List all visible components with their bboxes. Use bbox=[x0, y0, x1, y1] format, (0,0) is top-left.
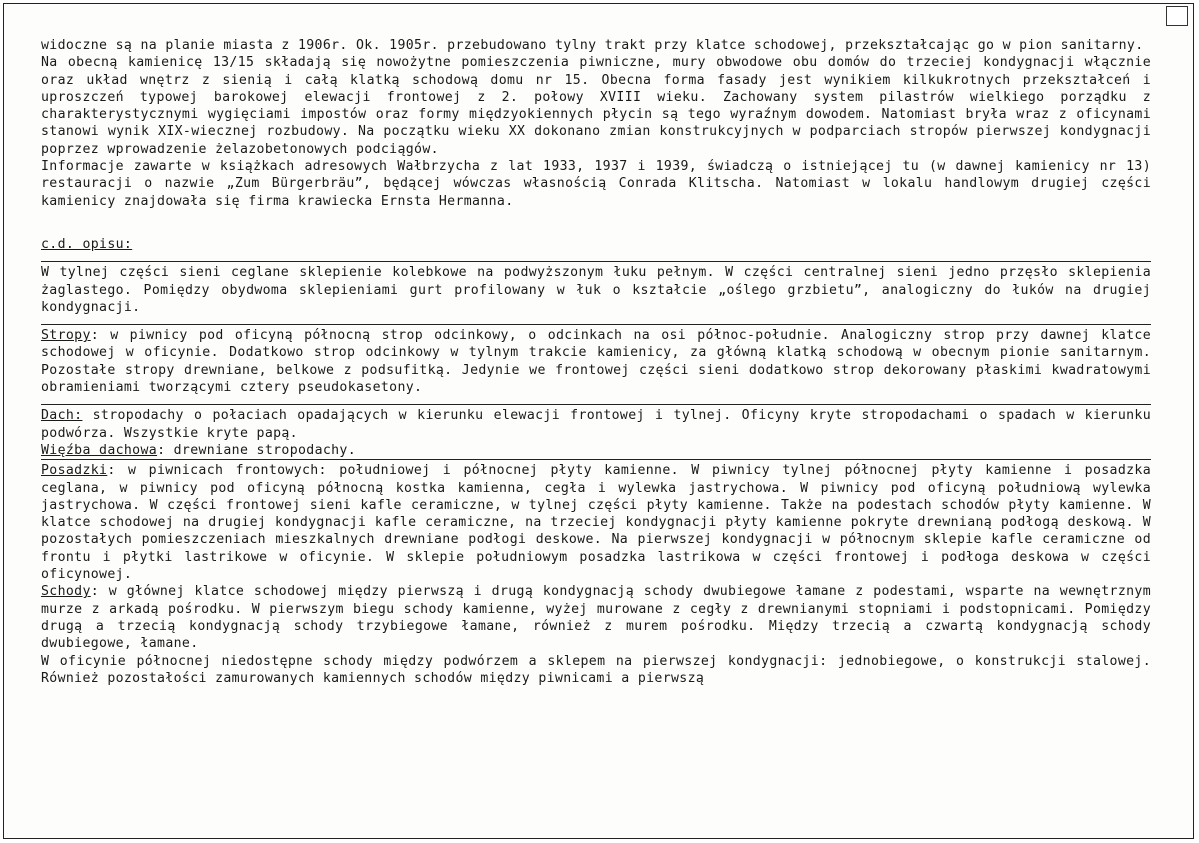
paragraph-closing: W oficynie północnej niedostępne schody między podwórzem a sklepem na pierwszej kondygnacji: jednobiegowe, o konstrukcji stalowej. Również pozostałości zamurowanych kamiennych schodów między piwnicami a pierwszą bbox=[41, 653, 1151, 686]
entry-term-schody: Schody bbox=[41, 584, 91, 600]
paragraph-vault: W tylnej części sieni ceglane sklepienie kolebkowe na podwyższonym łuku pełnym. W części centralnej sieni jedno przęsło sklepienia żaglastego. Pomiędzy obydwoma sklepieniami gurt profilowany w łuk o kształcie „oślego grzbietu”, analogiczny do łuków na drugiej kondygnacji. bbox=[41, 261, 1151, 316]
page-number-box bbox=[1166, 6, 1188, 26]
entry-posadzki bbox=[41, 459, 1151, 583]
entry-term-stropy: Stropy bbox=[41, 328, 91, 344]
paragraph-intro-3: Informacje zawarte w książkach adresowych Wałbrzycha z lat 1933, 1937 i 1939, świadczą o istniejącej tu (w dawnej kamienicy nr 13) restauracji o nazwie „Zum Bürgerbräu”, będącej wówczas własnością Conrada Klitscha. Natomiast w lokalu handlowym drugiej części kamienicy znajdowała się firma krawiecka Ernsta Hermanna. bbox=[41, 159, 1151, 209]
entry-term-wiezba: Więźba dachowa bbox=[41, 442, 158, 458]
entry-schody bbox=[41, 583, 1151, 652]
entry-text-dach: stropodachy o połaciach opadających w kierunku elewacji frontowej i tylnej. Oficyny kryte stropodachami o spadach w kierunku podwórza. Wszystkie kryte papą. bbox=[41, 408, 1151, 441]
paragraph-intro-2: Na obecną kamienicę 13/15 składają się nowożytne pomieszczenia piwniczne, mury obwodowe obu domów do trzeciej kondygnacji włącznie oraz układ wnętrz z sienią i całą klatką schodową domu nr 15. Obecna forma fasady jest wynikiem kilkukrotnych przekształceń i uproszczeń typowej barokowej elewacji frontowej z 2. połowy XVIII wieku. Zachowany system pilastrów wielkiego porządku z charakterystycznymi wygięciami impostów oraz formy międzyokiennych płycin są tego wyraźnym dowodem. Natomiast bryła wraz z oficynami stanowi wynik XIX-wiecznej rozbudowy. Na początku wieku XX dokonano zmian konstrukcyjnych w podparciach stropów pierwszej kondygnacji poprzez wprowadzenie żelazobetonowych podciągów. bbox=[41, 55, 1151, 157]
entry-text-stropy: : w piwnicy pod oficyną północną strop odcinkowy, o odcinkach na osi północ-południe. Analogiczny strop przy dawnej klatce schodowej w oficynie. Dodatkowo strop odcinkowy w tylnym trakcie kamienicy, za główną klatką schodową w obecnym pionie sanitarnym. Pozostałe stropy drewniane, belkowe z podsufitką. Jedynie we frontowej części sieni dodatkowo strop dekorowany płaskimi kwadratowymi obramieniami tworzącymi cztery pseudokasetony. bbox=[41, 328, 1151, 396]
entry-term-posadzki: Posadzki bbox=[41, 463, 108, 479]
document-page bbox=[3, 3, 1194, 839]
entry-text-posadzki: : w piwnicach frontowych: południowej i północnej płyty kamienne. W piwnicy tylnej północnej płyty kamienne i posadzka ceglana, w piwnicy pod oficyną północną kostka kamienna, cegła i wylewka jastrychowa. W piwnicy pod oficyną południową wylewka jastrychowa. W części frontowej sieni kafle ceramiczne, w tylnej części płyty kamienne. Także na podestach schodów płyty kamienne. W klatce schodowej na drugiej kondygnacji kafle ceramiczne, na trzeciej kondygnacji płyty kamienne pokryte drewnianą podłogą deskową. W pozostałych pomieszczeniach mieszkalnych drewniane podłogi deskowe. Na pierwszej kondygnacji w północnym sklepie kafle ceramiczne od frontu i płytki lastrikowe w oficynie. W sklepie południowym posadzka lastrikowa w części frontowej i podłoga deskowa w części oficynowej. bbox=[41, 463, 1151, 583]
entry-term-dach: Dach: bbox=[41, 408, 83, 424]
entry-text-wiezba: : drewniane stropodachy. bbox=[157, 442, 357, 458]
section-heading bbox=[41, 236, 1151, 253]
document-body bbox=[41, 37, 1151, 687]
entry-dach bbox=[41, 404, 1151, 442]
entry-text-schody: : w głównej klatce schodowej między pierwszą i drugą kondygnacją schody dwubiegowe łamane z podestami, wsparte na wewnętrznym murze z arkadą pośrodku. W pierwszym biegu schody kamienne, wyżej murowane z cegły z drewnianymi stopniami i podstopnicami. Pomiędzy drugą a trzecią kondygnacją schody trzybiegowe łamane, również z murem pośrodku. Między trzecią a czwartą kondygnacją schody dwubiegowe, łamane. bbox=[41, 584, 1151, 652]
entry-stropy bbox=[41, 324, 1151, 396]
section-heading-text: c.d. opisu: bbox=[41, 236, 133, 252]
entry-wiezba bbox=[41, 442, 1151, 459]
paragraph-intro-1: widoczne są na planie miasta z 1906r. Ok. 1905r. przebudowano tylny trakt przy klatce schodowej, przekształcając go w pion sanitarny. bbox=[41, 38, 1144, 53]
